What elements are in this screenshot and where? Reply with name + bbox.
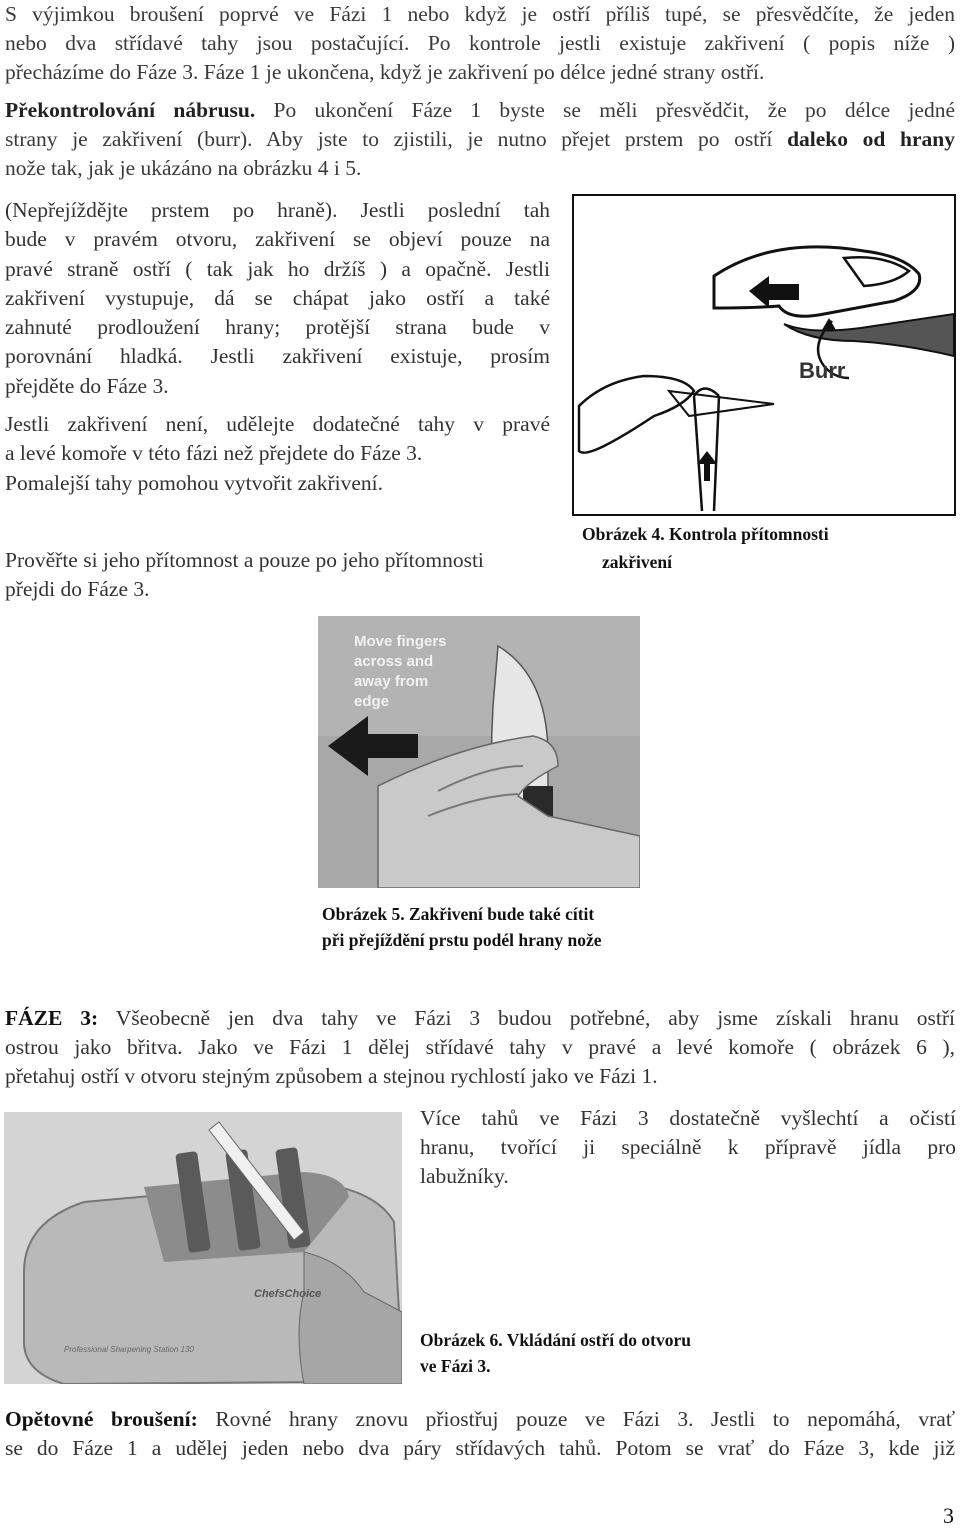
phase3-line-1-text: Všeobecně jen dva tahy ve Fázi 3 budou potřebné, aby jsme získali hranu ostří: [115, 1006, 955, 1030]
figure-6-caption-1: Obrázek 6. Vkládání ostří do otvoru: [420, 1330, 691, 1350]
check-line-1: [5, 96, 955, 125]
col-p1-l2: bude v pravém otvoru, zakřivení se objeví pouze na: [5, 227, 550, 252]
check-line-1-text: Po ukončení Fáze 1 byste se měli přesvědčit, že po délce jedné: [273, 98, 955, 122]
knife-hand-photo: [318, 616, 640, 888]
check-line-2a: strany je zakřivení (burr).: [5, 127, 253, 151]
phase3-right-text: [420, 1104, 956, 1191]
phase3-line-3: přetahuj ostří v otvoru stejným způsobem a stejnou rychlostí jako ve Fázi 1.: [5, 1064, 658, 1088]
phase3-right-3: labužníky.: [420, 1164, 509, 1188]
figure-6-image: [4, 1112, 402, 1384]
resharpen-heading: Opětovné broušení:: [5, 1407, 198, 1431]
left-column-p2: [5, 410, 550, 498]
overlay-line-4: edge: [354, 693, 390, 710]
col-p1-l6: porovnání hladká. Jestli zakřivení existuje, prosím: [5, 344, 550, 369]
phase3-line-1: [5, 1004, 955, 1033]
figure-4-caption-2: zakřivení: [602, 552, 672, 572]
figure-4-caption-1: Obrázek 4. Kontrola přítomnosti: [582, 524, 829, 544]
check-line-2-bold: daleko od hrany: [787, 127, 955, 151]
col-p2-l2: a levé komoře v této fázi než přejdete do Fáze 3.: [5, 441, 423, 466]
left-column-p3: [5, 546, 565, 605]
col-p1-l1: (Nepřejíždějte prstem po hraně). Jestli poslední tah: [5, 198, 550, 222]
phase3-line-2: ostrou jako břitva. Jako ve Fázi 1 dělej střídavé tahy v pravé a levé komoře ( obrázek 6 ),: [5, 1035, 955, 1059]
intro-line-1: S výjimkou broušení poprvé ve Fázi 1 nebo když je ostří příliš tupé, se přesvědčíte, že jeden: [5, 2, 955, 26]
phase3-right-1: Více tahů ve Fázi 3 dostatečně vyšlechtí a očistí: [420, 1106, 956, 1130]
sharpener-model: Professional Sharpening Station 130: [64, 1345, 194, 1354]
finger-burr-illustration: [574, 196, 954, 514]
col-p2-l3: Pomalejší tahy pomohou vytvořit zakřivení.: [5, 470, 383, 495]
check-heading: Překontrolování nábrusu.: [5, 98, 256, 122]
burr-label: Burr: [799, 358, 846, 383]
col-p1-l4: zakřivení vystupuje, dá se chápat jako ostří a také: [5, 285, 550, 310]
col-p3-l2: přejdi do Fáze 3.: [5, 577, 150, 602]
figure-4-image: [572, 194, 956, 516]
resharpen-line-1-text: Rovné hrany znovu přiostřuj pouze ve Fázi 3. Jestli to nepomáhá, vrať: [215, 1407, 956, 1431]
col-p1-l5: zahnuté prodloužení hrany; protější strana bude v: [5, 315, 550, 340]
check-line-3: nože tak, jak je ukázáno na obrázku 4 i 5.: [5, 156, 362, 180]
left-column: [5, 196, 550, 401]
sharpener-photo: [4, 1112, 402, 1384]
col-p1-l3: pravé straně ostří ( tak jak ho držíš ) a opačně. Jestli: [5, 256, 550, 281]
check-line-2: [5, 125, 955, 154]
figure-5-image: [318, 616, 640, 888]
col-p1-l7: přejděte do Fáze 3.: [5, 373, 169, 398]
figure-5-caption-2: při přejíždění prstu podél hrany nože: [322, 930, 602, 950]
overlay-line-1: Move fingers: [354, 633, 447, 650]
left-arrow-icon: [749, 276, 799, 308]
phase3-heading: FÁZE 3:: [5, 1006, 99, 1030]
page-number: 3: [943, 1503, 954, 1528]
sharpener-brand: ChefsChoice: [254, 1288, 322, 1300]
intro-line-3: přecházíme do Fáze 3. Fáze 1 je ukončena, když je zakřivení po délce jedné strany ostří.: [5, 60, 765, 84]
figure-6-caption-2: ve Fázi 3.: [420, 1356, 491, 1376]
overlay-line-3: away from: [354, 673, 429, 690]
col-p2-l1: Jestli zakřivení není, udělejte dodatečné tahy v pravé: [5, 412, 550, 436]
resharpen-line-1: [5, 1405, 955, 1434]
phase3-right-2: hranu, tvořící ji speciálně k přípravě jídla pro: [420, 1135, 956, 1159]
col-p3-l1: Prověřte si jeho přítomnost a pouze po jeho přítomnosti: [5, 548, 484, 572]
resharpen-line-2: se do Fáze 1 a udělej jeden nebo dva páry střídavých tahů. Potom se vrať do Fáze 3, kde již: [5, 1436, 955, 1460]
figure-5-caption-1: Obrázek 5. Zakřivení bude také cítit: [322, 904, 595, 924]
overlay-line-2: across and: [354, 653, 434, 670]
intro-line-2: nebo dva střídavé tahy jsou postačující. Po kontrole jestli existuje zakřivení ( popis níže ): [5, 31, 955, 55]
check-line-2b: Aby jste to zjistili, je nutno přejet prstem po ostří: [266, 127, 773, 151]
